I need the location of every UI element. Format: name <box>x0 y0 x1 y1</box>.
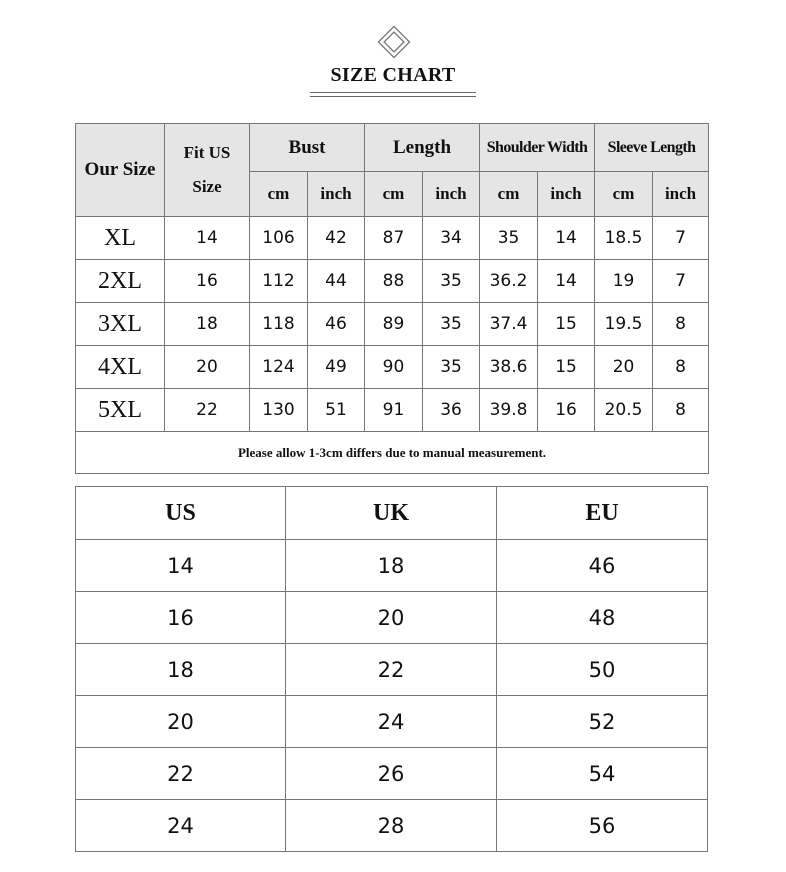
bust-inch: 51 <box>308 389 365 432</box>
sleeve-inch: 8 <box>653 346 709 389</box>
header-shoulder-width: Shoulder Width <box>480 124 595 172</box>
table-row <box>76 644 708 696</box>
shoulder-cm: 37.4 <box>480 303 538 346</box>
length-cm: 89 <box>365 303 423 346</box>
shoulder-inch: 14 <box>538 217 595 260</box>
unit-cm: cm <box>595 172 653 217</box>
conversion-header-row <box>76 487 708 540</box>
length-cm: 90 <box>365 346 423 389</box>
us-size: 22 <box>76 748 286 800</box>
header-us: US <box>76 487 286 540</box>
header-bust: Bust <box>250 124 365 172</box>
length-cm: 87 <box>365 217 423 260</box>
shoulder-cm: 36.2 <box>480 260 538 303</box>
us-size: 18 <box>76 644 286 696</box>
table-row <box>76 800 708 852</box>
title-underline-secondary <box>310 96 476 97</box>
table-row <box>76 540 708 592</box>
length-inch: 35 <box>423 303 480 346</box>
bust-inch: 49 <box>308 346 365 389</box>
eu-size: 48 <box>497 592 708 644</box>
eu-size: 46 <box>497 540 708 592</box>
length-inch: 35 <box>423 346 480 389</box>
page-title: SIZE CHART <box>330 64 456 86</box>
shoulder-cm: 35 <box>480 217 538 260</box>
sleeve-inch: 8 <box>653 303 709 346</box>
table-row <box>76 748 708 800</box>
sleeve-cm: 19 <box>595 260 653 303</box>
bust-cm: 112 <box>250 260 308 303</box>
header-fit-us-line1: Fit US <box>183 143 231 162</box>
size-label: 4XL <box>76 346 165 389</box>
header-our-size: Our Size <box>76 124 165 217</box>
size-label: 5XL <box>76 389 165 432</box>
header-uk: UK <box>286 487 497 540</box>
header-fit-us-line2: Size <box>192 177 222 196</box>
size-label: XL <box>76 217 165 260</box>
length-inch: 36 <box>423 389 480 432</box>
bust-inch: 44 <box>308 260 365 303</box>
length-cm: 88 <box>365 260 423 303</box>
length-inch: 34 <box>423 217 480 260</box>
eu-size: 56 <box>497 800 708 852</box>
unit-cm: cm <box>480 172 538 217</box>
eu-size: 52 <box>497 696 708 748</box>
bust-cm: 118 <box>250 303 308 346</box>
us-size: 20 <box>76 696 286 748</box>
table-row <box>76 389 709 432</box>
header-sleeve-length: Sleeve Length <box>595 124 709 172</box>
unit-cm: cm <box>365 172 423 217</box>
uk-size: 26 <box>286 748 497 800</box>
unit-inch: inch <box>538 172 595 217</box>
sleeve-inch: 7 <box>653 217 709 260</box>
table-row <box>76 260 709 303</box>
uk-size: 18 <box>286 540 497 592</box>
sleeve-inch: 8 <box>653 389 709 432</box>
table-row <box>76 303 709 346</box>
shoulder-cm: 38.6 <box>480 346 538 389</box>
shoulder-inch: 15 <box>538 303 595 346</box>
diamond-logo-icon <box>374 22 414 62</box>
table-row <box>76 592 708 644</box>
unit-inch: inch <box>308 172 365 217</box>
fit-us-value: 14 <box>165 217 250 260</box>
bust-inch: 42 <box>308 217 365 260</box>
size-label: 3XL <box>76 303 165 346</box>
bust-cm: 106 <box>250 217 308 260</box>
bust-cm: 130 <box>250 389 308 432</box>
measurement-note: Please allow 1-3cm differs due to manual measurement. <box>76 432 709 474</box>
unit-inch: inch <box>423 172 480 217</box>
header-fit-us-size <box>165 124 250 217</box>
length-cm: 91 <box>365 389 423 432</box>
size-label: 2XL <box>76 260 165 303</box>
us-size: 14 <box>76 540 286 592</box>
table-row <box>76 346 709 389</box>
uk-size: 28 <box>286 800 497 852</box>
unit-cm: cm <box>250 172 308 217</box>
table-row <box>76 696 708 748</box>
shoulder-inch: 14 <box>538 260 595 303</box>
header-length: Length <box>365 124 480 172</box>
uk-size: 20 <box>286 592 497 644</box>
shoulder-inch: 15 <box>538 346 595 389</box>
eu-size: 54 <box>497 748 708 800</box>
fit-us-value: 20 <box>165 346 250 389</box>
sleeve-cm: 18.5 <box>595 217 653 260</box>
shoulder-cm: 39.8 <box>480 389 538 432</box>
header-eu: EU <box>497 487 708 540</box>
uk-size: 24 <box>286 696 497 748</box>
size-chart-table <box>75 123 709 474</box>
fit-us-value: 16 <box>165 260 250 303</box>
length-inch: 35 <box>423 260 480 303</box>
sleeve-inch: 7 <box>653 260 709 303</box>
title-underline <box>310 92 476 93</box>
unit-inch: inch <box>653 172 709 217</box>
fit-us-value: 18 <box>165 303 250 346</box>
sleeve-cm: 19.5 <box>595 303 653 346</box>
us-size: 24 <box>76 800 286 852</box>
size-conversion-table <box>75 486 708 852</box>
sleeve-cm: 20 <box>595 346 653 389</box>
bust-inch: 46 <box>308 303 365 346</box>
fit-us-value: 22 <box>165 389 250 432</box>
shoulder-inch: 16 <box>538 389 595 432</box>
eu-size: 50 <box>497 644 708 696</box>
sleeve-cm: 20.5 <box>595 389 653 432</box>
us-size: 16 <box>76 592 286 644</box>
uk-size: 22 <box>286 644 497 696</box>
bust-cm: 124 <box>250 346 308 389</box>
table-row <box>76 217 709 260</box>
